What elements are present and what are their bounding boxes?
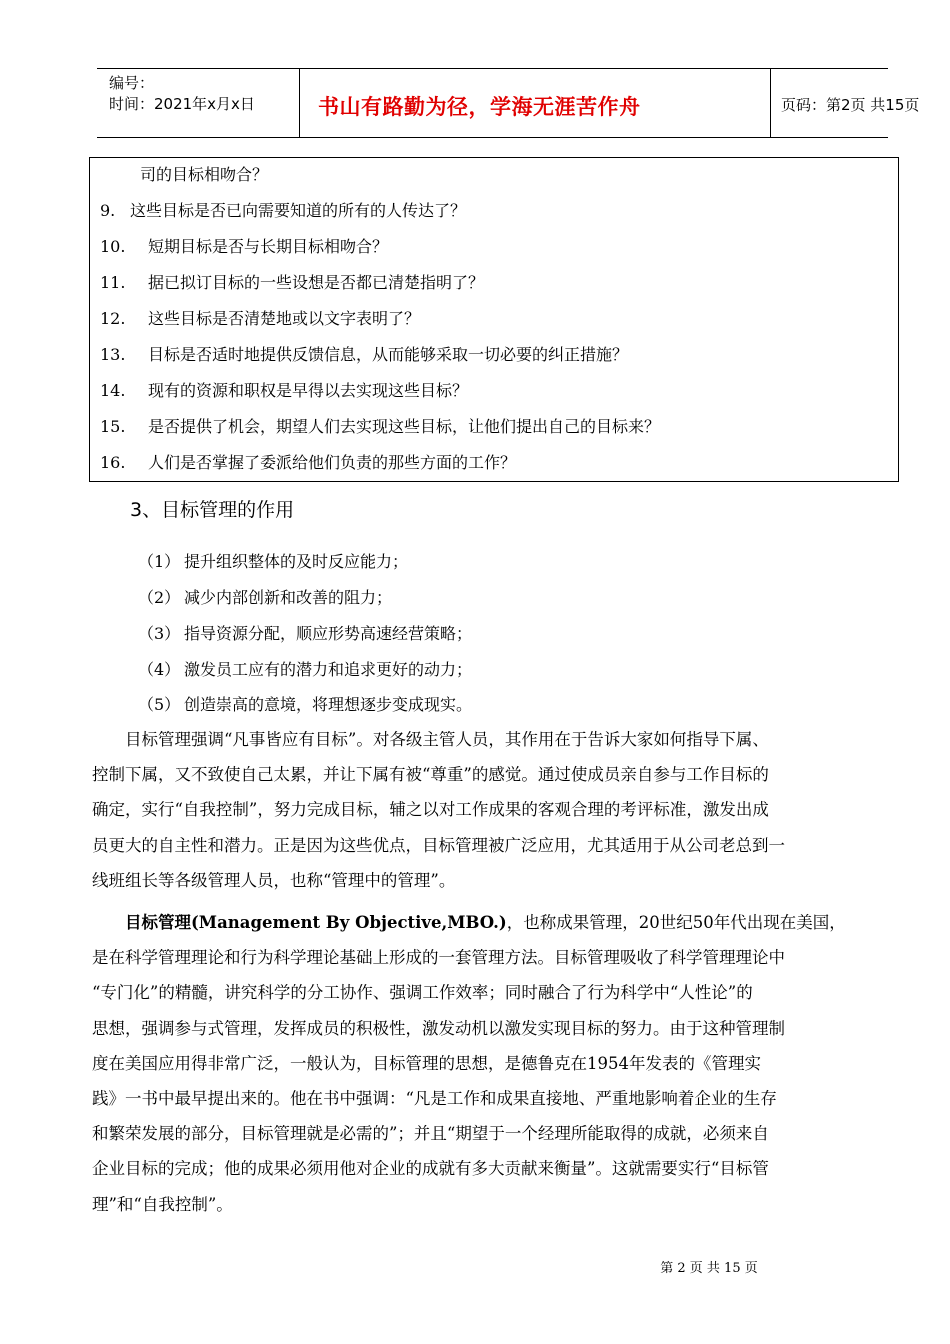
checklist-item: 12. 这些目标是否清楚地或以文字表明了？ bbox=[100, 309, 421, 328]
mbo-term: 目标管理(Management By Objective,MBO.) bbox=[125, 913, 507, 932]
document-header bbox=[97, 68, 920, 138]
paragraph-line: 目标管理(Management By Objective,MBO.)，也称成果管理，20世纪50年代出现在美国， bbox=[125, 913, 846, 932]
checklist-item: 9. 这些目标是否已向需要知道的所有的人传达了？ bbox=[100, 201, 467, 220]
paragraph-line: 控制下属，又不致使自己太累，并让下属有被“尊重”的感觉。通过使成员亲自参与工作目标的 bbox=[92, 765, 769, 785]
header-motto-cell bbox=[299, 69, 771, 137]
function-item: （2） 减少内部创新和改善的阻力； bbox=[138, 588, 393, 607]
paragraph-line: 是在科学管理理论和行为科学理论基础上形成的一套管理方法。目标管理吸收了科学管理理论中 bbox=[92, 948, 785, 968]
paragraph-line: “专门化”的精髓，讲究科学的分工协作、强调工作效率；同时融合了行为科学中“人性论”的 bbox=[92, 983, 753, 1003]
checklist-item: 13. 目标是否适时地提供反馈信息，从而能够采取一切必要的纠正措施？ bbox=[100, 345, 629, 364]
paragraph-mbo-definition bbox=[92, 905, 898, 1222]
header-motto: 书山有路勤为径，学海无涯苦作舟 bbox=[318, 95, 641, 119]
header-page-info: 页码：第2页 共15页 bbox=[781, 96, 920, 114]
checklist-item: 15. 是否提供了机会，期望人们去实现这些目标，让他们提出自己的目标来？ bbox=[100, 417, 661, 436]
function-item: （1） 提升组织整体的及时反应能力； bbox=[138, 552, 409, 571]
paragraph-line: 确定，实行“自我控制”，努力完成目标，辅之以对工作成果的客观合理的考评标准，激发出成 bbox=[92, 800, 769, 820]
section-heading: 3、目标管理的作用 bbox=[130, 499, 295, 521]
paragraph-mbo-role bbox=[92, 722, 898, 898]
function-item: （4） 激发员工应有的潜力和追求更好的动力； bbox=[138, 660, 473, 679]
paragraph-line: 和繁荣发展的部分，目标管理就是必需的”；并且“期望于一个经理所能取得的成就，必须来自 bbox=[92, 1124, 769, 1144]
paragraph-line: 线班组长等各级管理人员，也称“管理中的管理”。 bbox=[92, 870, 456, 890]
checklist-item: 16. 人们是否掌握了委派给他们负责的那些方面的工作？ bbox=[100, 453, 517, 472]
checklist-box bbox=[89, 157, 899, 482]
paragraph-line: 目标管理强调“凡事皆应有目标”。对各级主管人员，其作用在于告诉大家如何指导下属、 bbox=[92, 730, 769, 749]
paragraph-line: 度在美国应用得非常广泛，一般认为，目标管理的思想，是德鲁克在1954年发表的《管理实 bbox=[92, 1053, 761, 1073]
time-label: 时间：2021年x月x日 bbox=[109, 95, 255, 113]
paragraph-line: 员更大的自主性和潜力。正是因为这些优点，目标管理被广泛应用，尤其适用于从公司老总到一 bbox=[92, 835, 785, 855]
checklist-item: 14. 现有的资源和职权是早得以去实现这些目标？ bbox=[100, 381, 469, 400]
paragraph-line: 践》一书中最早提出来的。他在书中强调：“凡是工作和成果直接地、严重地影响着企业的生存 bbox=[92, 1088, 777, 1108]
page-footer bbox=[0, 1257, 950, 1276]
header-meta bbox=[97, 69, 299, 137]
checklist-item: 11. 据已拟订目标的一些设想是否都已清楚指明了？ bbox=[100, 273, 485, 292]
function-item: （3） 指导资源分配，顺应形势高速经营策略； bbox=[138, 624, 473, 643]
paragraph-line: 理”和“自我控制”。 bbox=[92, 1194, 233, 1214]
number-label: 编号： bbox=[109, 74, 155, 92]
checklist-item: 司的目标相吻合？ bbox=[140, 165, 269, 184]
header-page-cell bbox=[771, 69, 920, 137]
paragraph-line: 思想，强调参与式管理，发挥成员的积极性，激发动机以激发实现目标的努力。由于这种管理制 bbox=[92, 1018, 785, 1038]
function-item: （5） 创造崇高的意境，将理想逐步变成现实。 bbox=[138, 695, 473, 714]
footer-page-number: 第 2 页 共 15 页 bbox=[660, 1261, 758, 1276]
checklist-item: 10. 短期目标是否与长期目标相吻合？ bbox=[100, 237, 389, 256]
paragraph-line: 企业目标的完成；他的成果必须用他对企业的成就有多大贡献来衡量”。这就需要实行“目标管 bbox=[92, 1159, 769, 1179]
